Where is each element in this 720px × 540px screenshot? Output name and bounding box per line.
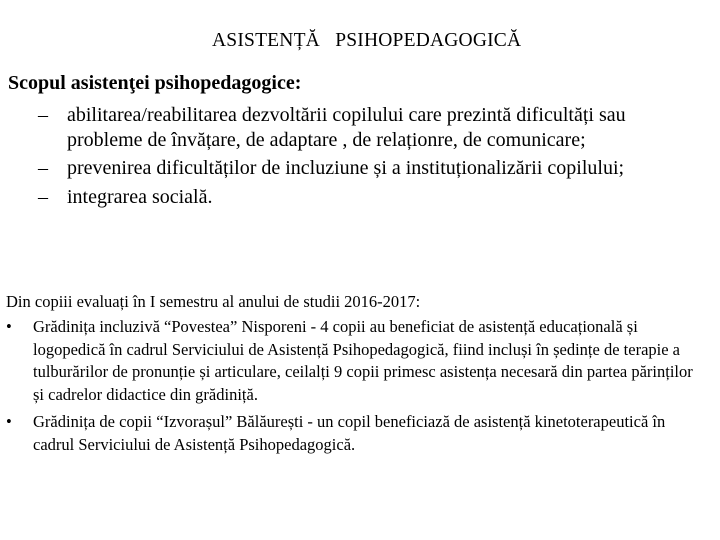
goal-text: integrarea socială. bbox=[67, 185, 213, 208]
slide-title: ASISTENȚĂ PSIHOPEDAGOGICĂ bbox=[212, 30, 522, 51]
goal-text: abilitarea/reabilitarea dezvoltării copilului care prezintă dificultăți sau probleme de învățare, de adaptare , de relaționre, de comunicare; bbox=[67, 104, 626, 151]
kindergarten-item bbox=[6, 411, 696, 456]
bullet-marker: • bbox=[6, 317, 12, 336]
dash-marker: – bbox=[38, 157, 48, 179]
intro-text: Din copiii evaluați în I semestru al anului de studii 2016-2017: bbox=[6, 292, 421, 311]
goals-list bbox=[38, 103, 698, 213]
kindergarten-list bbox=[6, 316, 696, 461]
kindergarten-text: Grădinița de copii “Izvorașul” Bălăurești - un copil beneficiază de asistență kinetoterapeutică în cadrul Serviciului de Asistență Psihopedagogică. bbox=[33, 412, 666, 454]
goal-item bbox=[38, 103, 698, 152]
kindergarten-text: Grădinița incluzivă “Povestea” Nisporeni - 4 copii au beneficiat de asistență educațională și logopedică în cadrul Serviciului de Asistență Psihopedagogică, fiind incluși în ședințe de terapie a tulburărilor de pronunție și articulare, ceilalți 9 copii primesc asistența necesară din partea părinților și cadrelor didactice din grădiniță. bbox=[33, 317, 693, 404]
kindergarten-item bbox=[6, 316, 696, 406]
section-heading: Scopul asistenţei psihopedagogice: bbox=[8, 72, 302, 94]
dash-marker: – bbox=[38, 185, 48, 208]
goal-item bbox=[38, 185, 698, 210]
bullet-marker: • bbox=[6, 412, 12, 431]
goal-item bbox=[38, 156, 698, 181]
dash-marker: – bbox=[38, 104, 48, 126]
goal-text: prevenirea dificultăților de incluziune și a instituționalizării copilului; bbox=[67, 157, 625, 179]
